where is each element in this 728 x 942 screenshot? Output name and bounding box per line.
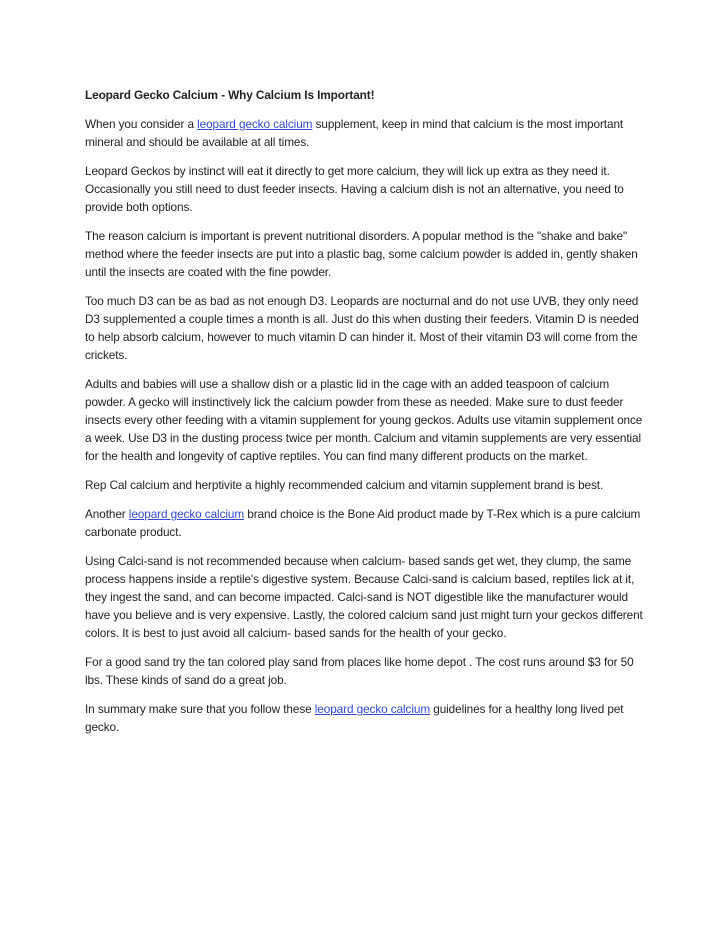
leopard-gecko-calcium-link[interactable]: leopard gecko calcium <box>197 117 313 131</box>
document-body <box>85 86 645 747</box>
paragraph-text: In summary make sure that you follow these <box>85 702 315 716</box>
paragraph-text: When you consider a <box>85 117 198 131</box>
paragraph-text: Another <box>85 507 129 521</box>
paragraph-play-sand: For a good sand try the tan colored play sand from places like home depot . The cost runs around $3 for 50 lbs. These kinds of sand do a great job. <box>85 655 634 687</box>
leopard-gecko-calcium-link[interactable]: leopard gecko calcium <box>128 507 245 521</box>
paragraph-adults-babies: Adults and babies will use a shallow dish or a plastic lid in the cage with an added teaspoon of calcium powder. A gecko will instinctively lick the calcium powder from these as needed. Make sure to dust feeder insects every other feeding with a vitamin supplement for young geckos. Adults use vitamin supplement once a week. Use D3 in the dusting process twice per month. Calcium and vitamin supplements are very essential for the health and longevity of captive reptiles. You can find many different products on the market. <box>85 377 643 463</box>
paragraph-text: brand choice is the Bone Aid product made by T-Rex which is a pure calcium carbonate product. <box>85 507 641 539</box>
leopard-gecko-calcium-link[interactable]: leopard gecko calcium <box>314 702 431 716</box>
paragraph-text: guidelines for a healthy long lived pet gecko. <box>85 702 624 734</box>
paragraph-d3: Too much D3 can be as bad as not enough D3. Leopards are nocturnal and do not use UVB, they only need D3 supplemented a couple times a month is all. Just do this when dusting their feeders. Vitamin D is needed to help absorb calcium, however to much vitamin D can hinder it. Most of their vitamin D3 will come from the crickets. <box>85 294 639 362</box>
paragraph-instinct: Leopard Geckos by instinct will eat it directly to get more calcium, they will lick up extra as they need it. Occasionally you still need to dust feeder insects. Having a calcium dish is not an alternative, you need to provide both options. <box>85 164 624 214</box>
paragraph-shake-and-bake: The reason calcium is important is prevent nutritional disorders. A popular method is the "shake and bake" method where the feeder insects are put into a plastic bag, some calcium powder is added in, gently shaken until the insects are coated with the fine powder. <box>85 229 638 279</box>
paragraph-summary <box>85 700 645 736</box>
paragraph-calci-sand: Using Calci-sand is not recommended because when calcium- based sands get wet, they clump, the same process happens inside a reptile's digestive system. Because Calci-sand is calcium based, reptiles lick at it, they ingest the sand, and can become impacted. Calci-sand is NOT digestible like the manufacturer would have you believe and is very expensive. Lastly, the colored calcium sand just might turn your geckos different colors. It is best to just avoid all calcium- based sands for the health of your gecko. <box>85 554 643 640</box>
paragraph-intro <box>85 115 645 151</box>
paragraph-text: supplement, keep in mind that calcium is the most important mineral and should be available at all times. <box>85 117 624 149</box>
paragraph-bone-aid <box>85 505 645 541</box>
document-title: Leopard Gecko Calcium - Why Calcium Is Important! <box>85 88 375 102</box>
paragraph-rep-cal: Rep Cal calcium and herptivite a highly recommended calcium and vitamin supplement brand is best. <box>85 478 604 492</box>
